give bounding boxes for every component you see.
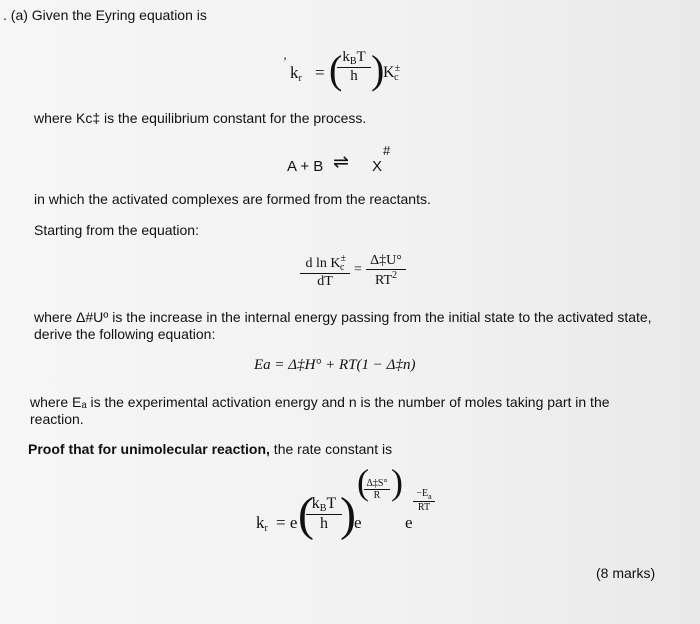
eq4-exponent-fraction: $\frac{\Delta\ddagger S^\circ}{R}$	[364, 478, 390, 501]
where-kc-text: where Kc‡ is the equilibrium constant for the process.	[34, 110, 367, 126]
eq4-e3: e	[405, 513, 413, 532]
eq4-exponent2-fraction: $\frac{-E_a}{RT}$	[413, 488, 435, 513]
eq4-equals: = e	[276, 513, 298, 532]
activation-energy-equation: Ea = Δ‡H° + RT(1 − Δ‡n)	[254, 357, 416, 373]
proof-bold-text: Proof that for unimolecular reaction,	[28, 441, 270, 457]
activated-complex-symbol: X	[372, 158, 383, 175]
eq1-fraction: $k_BT$ h	[337, 49, 371, 85]
eq1-factor: $K^\pm_c$	[383, 63, 401, 83]
equilibrium-arrow: ⇌	[333, 152, 349, 173]
where-ea-text: where Eₐ is the experimental activation energy and n is the number of moles taking part in the reaction.	[30, 394, 610, 427]
eq1-left-paren: (	[329, 47, 343, 92]
question-intro: . (a) Given the Eyring equation is	[3, 7, 207, 23]
eq2-rhs-fraction: $\frac{\Delta\ddagger U^\circ}{RT^2}$	[366, 253, 406, 289]
eq2-equals: =	[354, 262, 362, 277]
proof-rest-text: the rate constant is	[269, 441, 393, 457]
eq4-exp-left-paren: (	[357, 462, 369, 502]
marks-label: (8 marks)	[596, 565, 656, 581]
eq4-e2: e	[354, 513, 362, 532]
eq1-lhs: $k_r$	[290, 63, 302, 84]
eq4-right-paren: )	[340, 488, 356, 541]
starting-from-text: Starting from the equation:	[34, 222, 199, 238]
eq4-lhs: $k_r$	[256, 513, 268, 534]
reactants: A + B	[287, 158, 324, 175]
eq2-lhs-fraction: $\frac{d \ln K^\pm_c}{dT}$	[300, 253, 350, 290]
eq1-right-paren: )	[371, 47, 385, 92]
where-du-text: where Δ#Uº is the increase in the internal energy passing from the initial state to the activated state, derive the following equation:	[34, 309, 652, 342]
eq4-fraction: $k_BT$ h	[306, 495, 342, 533]
eq4-left-paren: (	[298, 488, 314, 541]
eq4-exp-right-paren: )	[391, 462, 403, 502]
activated-complex-text: in which the activated complexes are formed from the reactants.	[34, 191, 431, 207]
prime-mark: ’	[283, 54, 287, 68]
proof-statement	[28, 441, 392, 458]
activated-complex-mark: #	[383, 143, 391, 158]
eq1-equals: =	[315, 63, 325, 82]
